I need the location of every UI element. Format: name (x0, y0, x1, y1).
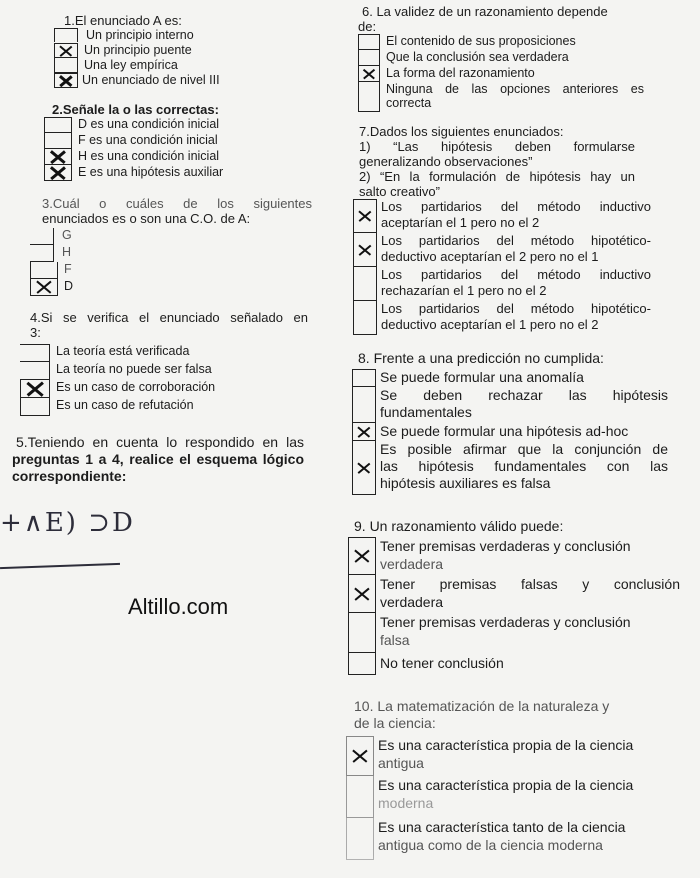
option[interactable] (353, 233, 659, 267)
option-label: El contenido de sus proposiciones (386, 34, 576, 48)
option-label: G (62, 228, 72, 242)
checkbox[interactable] (352, 369, 376, 387)
option-label: Es una característica tanto de la ciencia (378, 819, 626, 835)
option-label: antigua como de la ciencia moderna (378, 837, 603, 853)
option-label: Un principio puente (84, 43, 192, 57)
option-label: Los partidarios del método hipotético- (381, 233, 651, 248)
checkbox-checked[interactable] (348, 537, 376, 575)
checkbox-checked[interactable] (44, 165, 72, 181)
option-label: F (64, 262, 72, 276)
option-label: Un enunciado de nivel III (82, 73, 220, 87)
checkbox[interactable] (20, 398, 50, 416)
question-7 (359, 124, 659, 335)
option[interactable] (346, 776, 692, 818)
option[interactable] (358, 34, 648, 50)
checkbox-checked[interactable] (353, 199, 377, 233)
option[interactable] (352, 387, 676, 423)
checkbox-checked[interactable] (352, 423, 376, 441)
option[interactable] (44, 133, 244, 149)
checkbox[interactable] (352, 387, 376, 423)
option[interactable] (30, 228, 312, 245)
option-label: Se puede formular una anomalía (380, 369, 584, 385)
question-10 (352, 698, 692, 860)
checkbox-checked[interactable] (20, 380, 50, 398)
option-label: Una ley empírica (84, 58, 178, 72)
option[interactable] (54, 43, 254, 58)
checkbox-checked[interactable] (54, 43, 78, 58)
option-label: Ninguna de las opciones anteriores es (386, 82, 644, 96)
checkbox[interactable] (346, 776, 374, 818)
question-10-title-line1: 10. La matematización de la naturaleza y (354, 698, 610, 714)
checkbox[interactable] (348, 653, 376, 675)
option-label: Tener premisas verdaderas y conclusión (380, 614, 631, 630)
checkbox-checked[interactable] (352, 441, 376, 495)
option-label: Es un caso de refutación (56, 398, 194, 412)
option-label: Que la conclusión sea verdadera (386, 50, 569, 64)
option-label: D (64, 279, 74, 293)
option-label: La forma del razonamiento (386, 66, 535, 80)
question-8 (356, 350, 676, 495)
option-label: Un principio interno (86, 28, 194, 42)
option-label: aceptarían el 1 pero no el 2 (381, 215, 540, 230)
question-10-title-line2: de la ciencia: (354, 715, 436, 731)
checkbox[interactable] (30, 228, 54, 245)
checkbox[interactable] (358, 50, 380, 66)
checkbox[interactable] (353, 267, 377, 301)
question-6-title-line2: de: (358, 19, 377, 34)
question-5-line2: preguntas 1 a 4, realice el esquema lógico (12, 451, 304, 467)
option[interactable] (54, 73, 254, 88)
question-7-line: salto creativo” (359, 184, 440, 199)
option-label: Los partidarios del método inductivo (381, 199, 651, 214)
option-label: las hipótesis fundamentales con las (380, 458, 668, 474)
option[interactable] (352, 369, 676, 387)
question-7-line: 7.Dados los siguientes enunciados: (359, 124, 564, 139)
option-label: H (62, 245, 72, 259)
checkbox[interactable] (54, 58, 78, 73)
option-label: Los partidarios del método hipotético- (381, 301, 651, 316)
question-6-title-line1: 6. La validez de un razonamiento depende (362, 4, 608, 19)
handwritten-answer: +∧E) ⊃D (0, 508, 135, 538)
option[interactable] (20, 380, 308, 398)
option-label: hipótesis auxiliares es falsa (380, 475, 551, 491)
option[interactable] (348, 653, 682, 675)
checkbox[interactable] (20, 344, 50, 362)
option-label: Los partidarios del método inductivo (381, 267, 651, 282)
question-9 (352, 518, 682, 675)
option[interactable] (348, 575, 682, 613)
option-label: D es una condición inicial (78, 117, 220, 131)
question-5-line3: correspondiente: (12, 468, 127, 484)
checkbox-checked[interactable] (348, 575, 376, 613)
checkbox[interactable] (358, 34, 380, 50)
option-label: H es una condición inicial (78, 149, 220, 163)
question-9-title: 9. Un razonamiento válido puede: (354, 518, 564, 534)
question-8-title: 8. Frente a una predicción no cumplida: (358, 350, 604, 366)
option[interactable] (30, 279, 312, 296)
checkbox-checked[interactable] (44, 149, 72, 165)
question-7-line: 2) “En la formulación de hipótesis hay un (359, 169, 635, 184)
checkbox-checked[interactable] (358, 66, 380, 82)
option[interactable] (30, 245, 312, 262)
option-label: Se deben rechazar las hipótesis (380, 387, 668, 403)
option-label: No tener conclusión (380, 655, 504, 671)
checkbox[interactable] (358, 82, 380, 112)
option-label: E es una hipótesis auxiliar (78, 165, 224, 179)
option-label: Se puede formular una hipótesis ad-hoc (380, 423, 629, 439)
question-3 (42, 196, 312, 296)
option[interactable] (353, 199, 659, 233)
option-label: verdadera (380, 556, 444, 572)
question-2 (44, 102, 244, 181)
option-label: falsa (380, 632, 410, 648)
question-3-title-line2: enunciados es o son una C.O. de A: (42, 211, 251, 226)
checkbox-checked[interactable] (353, 233, 377, 267)
option[interactable] (30, 262, 312, 279)
checkbox[interactable] (44, 133, 72, 149)
checkbox[interactable] (348, 613, 376, 653)
option[interactable] (358, 50, 648, 66)
option-label: deductivo aceptarían el 2 pero no el 1 (381, 249, 599, 264)
option-label: Tener premisas falsas y conclusión (380, 576, 680, 592)
option[interactable] (353, 301, 659, 335)
option[interactable] (348, 537, 682, 575)
option[interactable] (44, 149, 244, 165)
option[interactable] (20, 398, 308, 416)
option-label: La teoría está verificada (56, 344, 190, 358)
option-label: Tener premisas verdaderas y conclusión (380, 538, 631, 554)
option-label: fundamentales (380, 404, 472, 420)
option-label: F es una condición inicial (78, 133, 218, 147)
question-4-title-line2: 3: (30, 325, 41, 340)
checkbox[interactable] (20, 362, 50, 380)
question-7-line: 1) “Las hipótesis deben formularse (359, 139, 635, 154)
question-1 (54, 13, 254, 88)
question-2-title: 2.Señale la o las correctas: (52, 102, 219, 117)
checkbox-checked[interactable] (30, 279, 58, 296)
question-3-title-line1: 3.Cuál o cuáles de los siguientes (42, 196, 312, 211)
option-label: rechazarían el 1 pero no el 2 (381, 283, 547, 298)
option-label: deductivo aceptarían el 1 pero no el 2 (381, 317, 599, 332)
checkbox-checked[interactable] (54, 73, 78, 88)
option[interactable] (44, 165, 244, 181)
watermark: Altillo.com (128, 594, 229, 619)
checkbox[interactable] (30, 262, 58, 279)
option-label: antigua (378, 755, 424, 771)
option[interactable] (346, 818, 692, 860)
checkbox[interactable] (54, 28, 78, 42)
checkbox[interactable] (353, 301, 377, 335)
option-label: correcta (386, 96, 432, 110)
question-5 (12, 434, 304, 485)
option-label: moderna (378, 795, 434, 811)
option[interactable] (54, 58, 254, 73)
question-5-line1: 5.Teniendo en cuenta lo respondido en las (16, 434, 304, 450)
option[interactable] (352, 441, 676, 495)
checkbox-checked[interactable] (346, 736, 374, 776)
question-1-title: 1.El enunciado A es: (64, 13, 182, 28)
option-label: Es posible afirmar que la conjunción de (380, 441, 668, 457)
question-4-title-line1: 4.Si se verifica el enunciado señalado en (30, 310, 308, 325)
option-label: La teoría no puede ser falsa (56, 362, 212, 376)
option-label: Es un caso de corroboración (56, 380, 216, 394)
question-6 (358, 4, 648, 112)
option[interactable] (358, 66, 648, 82)
option[interactable] (353, 267, 659, 301)
checkbox[interactable] (44, 117, 72, 133)
question-4 (26, 310, 308, 416)
question-7-line: generalizando observaciones” (359, 154, 533, 169)
option-label: verdadera (380, 594, 444, 610)
option[interactable] (358, 82, 648, 112)
option[interactable] (54, 28, 254, 43)
option[interactable] (352, 423, 676, 441)
option[interactable] (44, 117, 244, 133)
option-label: Es una característica propia de la ciencia (378, 777, 634, 793)
option[interactable] (20, 362, 308, 380)
checkbox[interactable] (346, 818, 374, 860)
handwritten-underline (0, 563, 120, 569)
checkbox[interactable] (30, 245, 54, 262)
option-label: Es una característica propia de la ciencia (378, 737, 634, 753)
option[interactable] (20, 344, 308, 362)
option[interactable] (346, 736, 692, 776)
option[interactable] (348, 613, 682, 653)
